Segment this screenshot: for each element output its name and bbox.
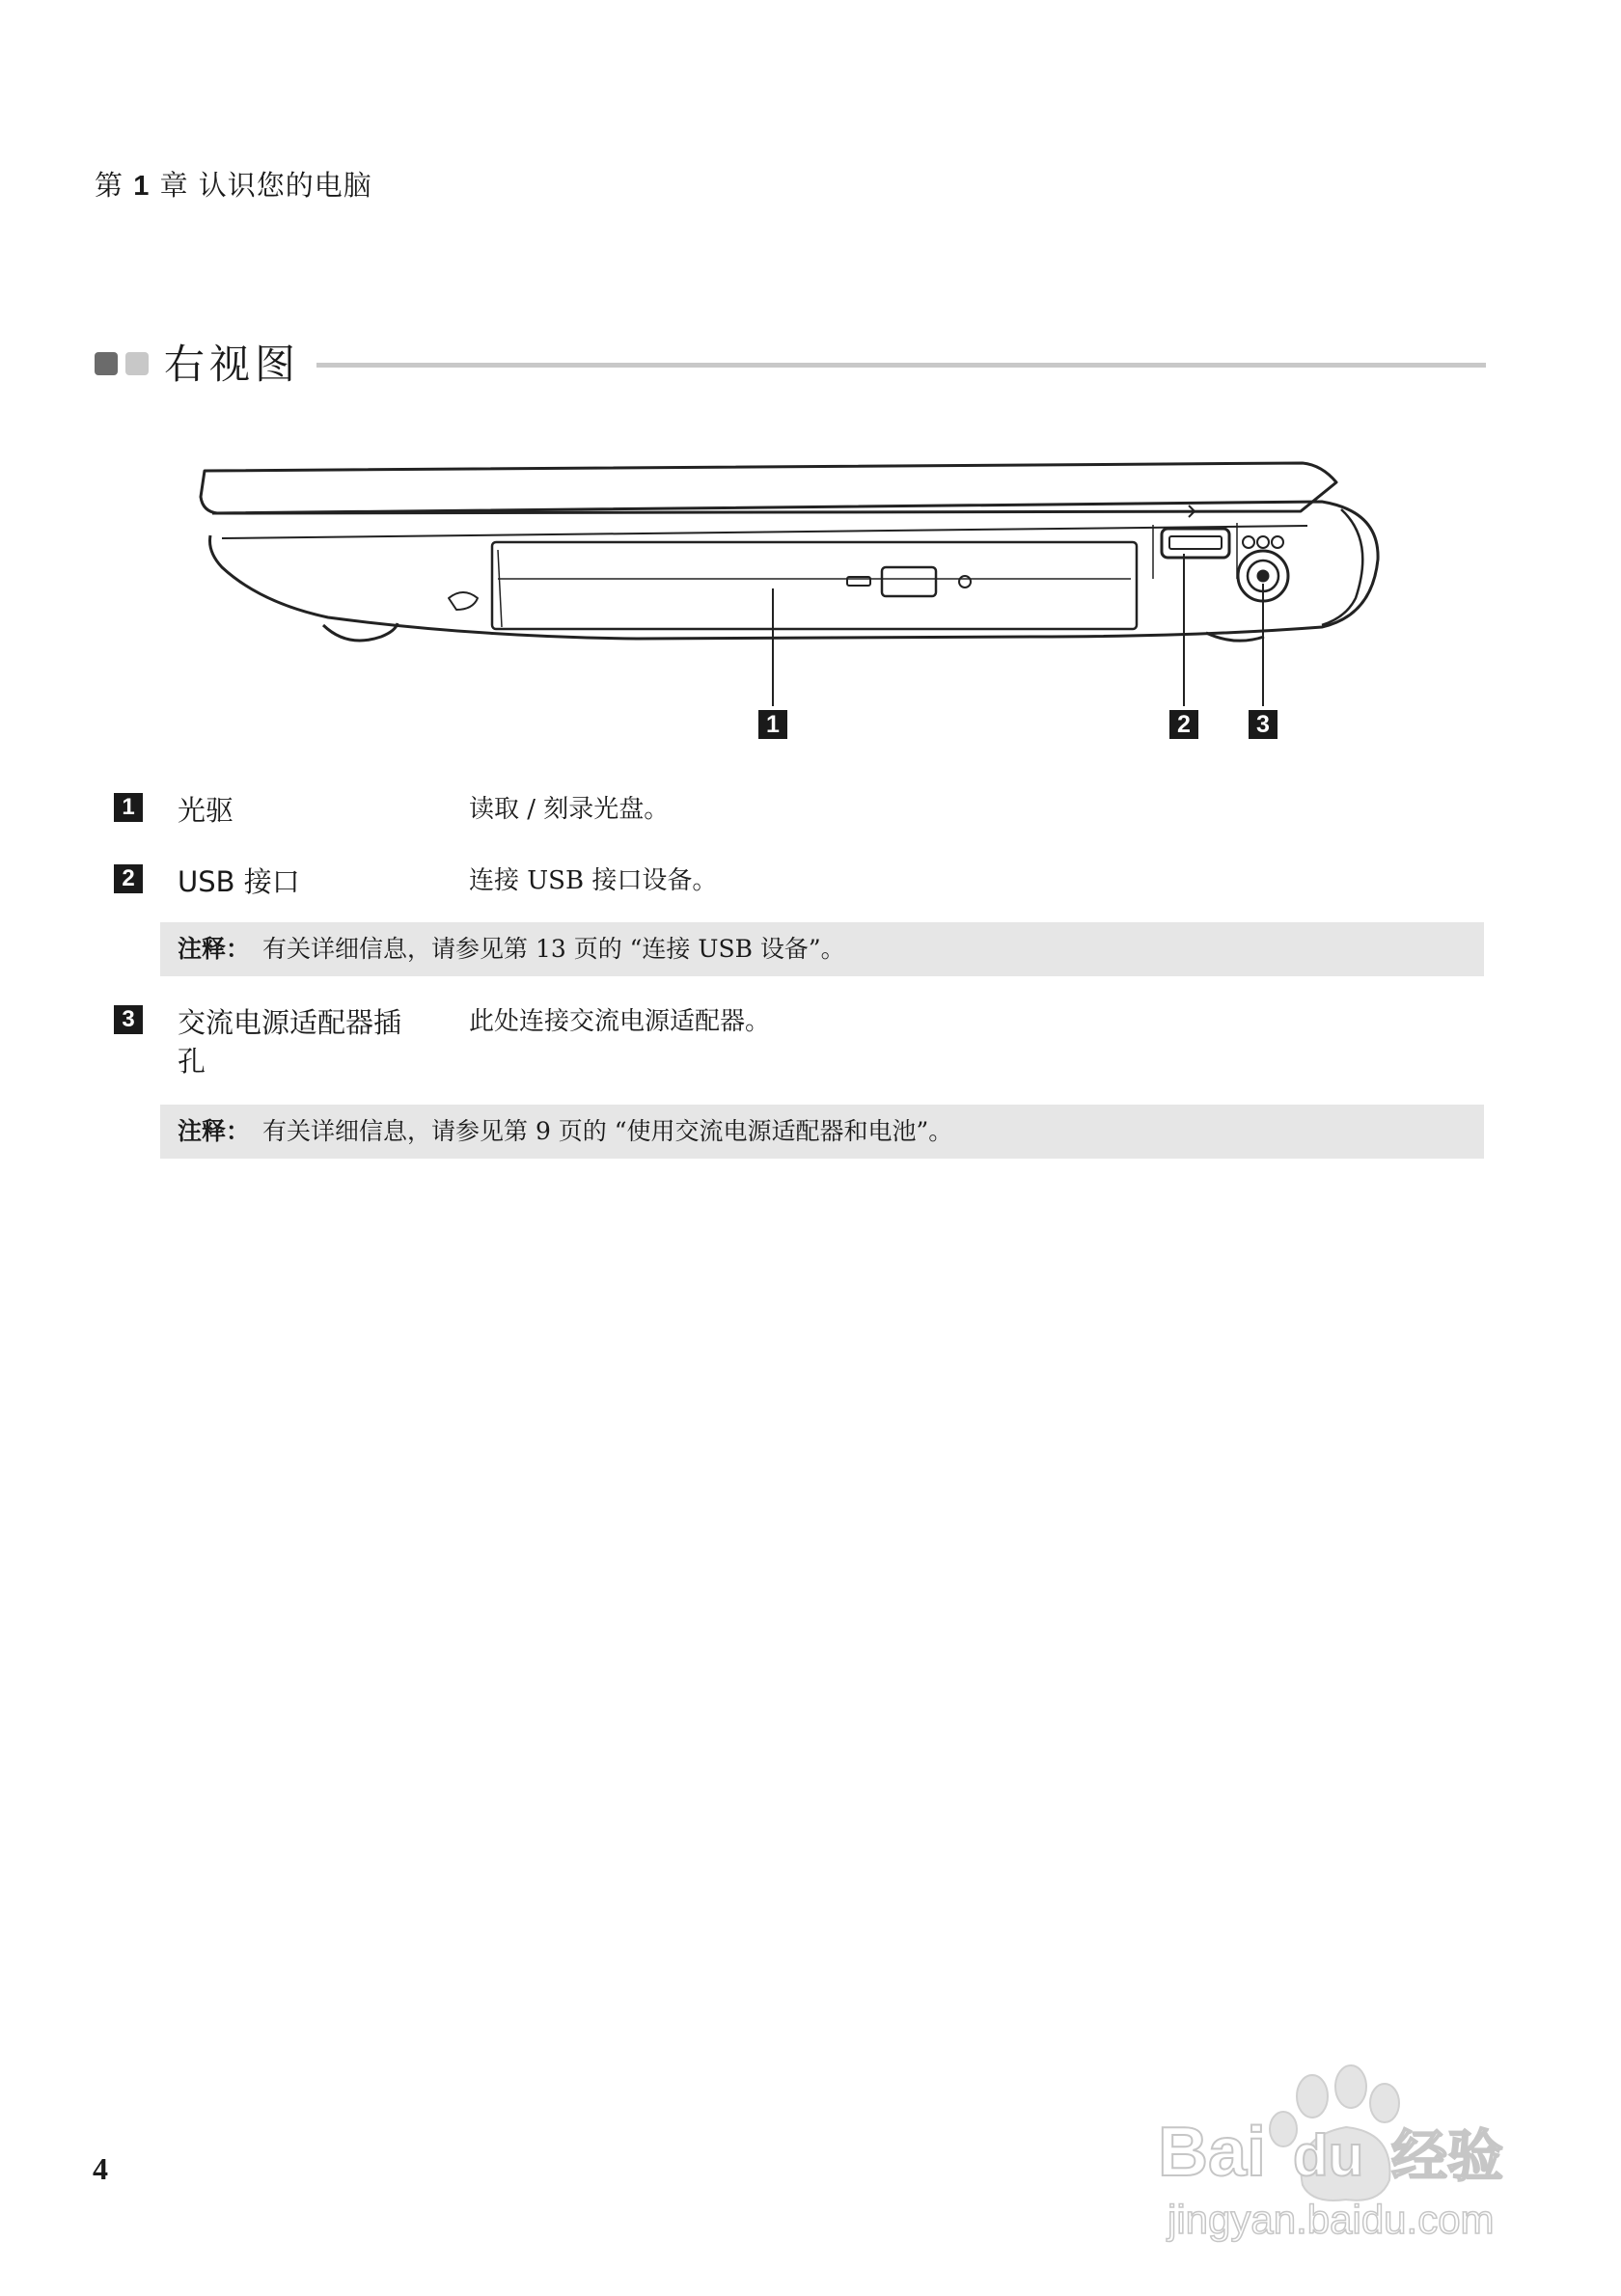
page-number: 4 <box>93 2151 108 2186</box>
item-name: 交流电源适配器插孔 <box>178 1006 402 1078</box>
item-number: 3 <box>114 1005 143 1034</box>
item-number: 1 <box>114 793 143 822</box>
item-description: 连接 USB 接口设备。 <box>469 866 718 895</box>
chapter-header <box>95 164 372 204</box>
chapter-title: 章 认识您的电脑 <box>159 169 372 202</box>
chapter-number: 1 <box>133 171 151 202</box>
item-name: USB 接口 <box>178 865 300 898</box>
baidu-jingyan-watermark <box>1148 2060 1534 2253</box>
note-usb <box>160 922 1484 976</box>
heading-square-light <box>125 352 149 375</box>
callout-1: 1 <box>758 710 787 739</box>
watermark-brand-du: du <box>1293 2123 1364 2188</box>
note-label: 注释： <box>178 935 251 963</box>
section-heading <box>95 338 1486 392</box>
watermark-brand: Bai <box>1158 2114 1267 2191</box>
watermark-product: 经验 <box>1391 2123 1504 2189</box>
callout-3: 3 <box>1249 710 1278 739</box>
note-ac-adapter <box>160 1105 1484 1159</box>
heading-square-dark <box>95 352 118 375</box>
item-number: 2 <box>114 864 143 893</box>
note-text: 有关详细信息，请参见第 9 页的 “使用交流电源适配器和电池”。 <box>262 1117 953 1145</box>
item-name: 光驱 <box>178 794 234 827</box>
laptop-right-side-figure <box>183 444 1399 752</box>
note-text: 有关详细信息，请参见第 13 页的 “连接 USB 设备”。 <box>262 935 845 963</box>
note-label: 注释： <box>178 1117 251 1145</box>
section-title: 右视图 <box>164 341 301 388</box>
callout-2: 2 <box>1169 710 1198 739</box>
item-description: 读取 / 刻录光盘。 <box>469 795 670 824</box>
item-description: 此处连接交流电源适配器。 <box>469 1007 771 1036</box>
chapter-prefix: 第 <box>95 169 124 202</box>
laptop-right-side-illustration <box>183 444 1399 752</box>
heading-rule <box>316 363 1486 368</box>
watermark-url: jingyan.baidu.com <box>1168 2197 1495 2242</box>
